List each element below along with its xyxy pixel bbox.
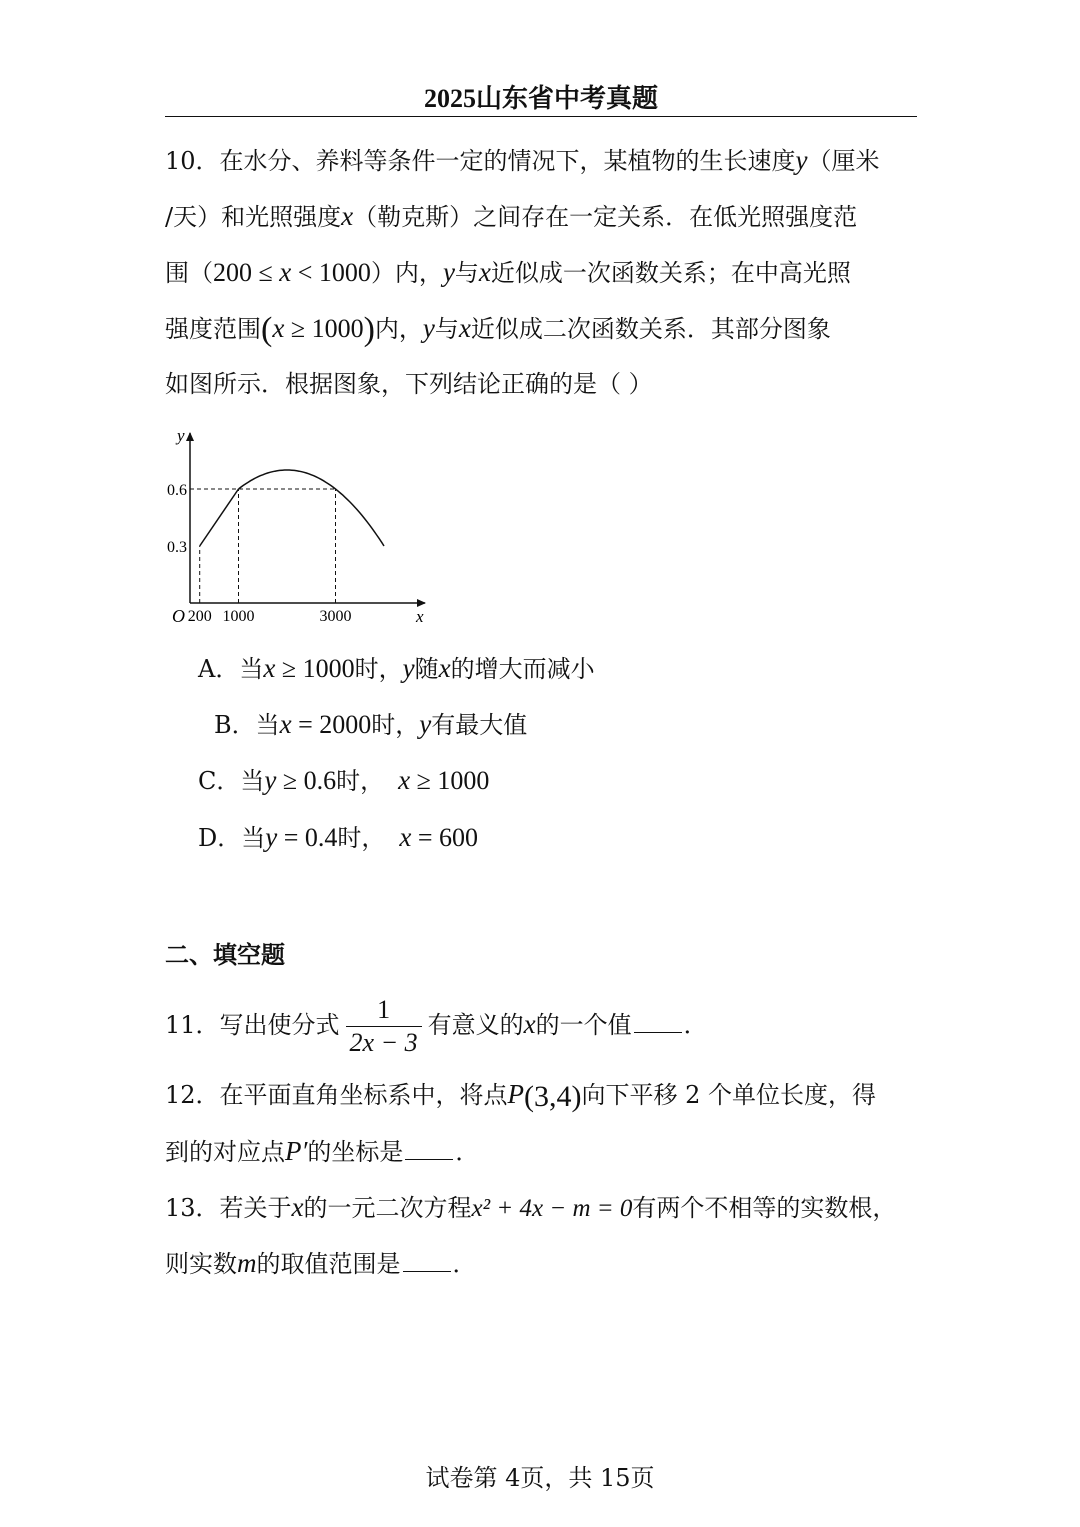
point-p: P — [507, 1079, 525, 1109]
q11-text: 有意义的 — [427, 1011, 524, 1039]
q13-text: 则实数 — [165, 1250, 237, 1278]
var-x: x — [523, 1009, 536, 1039]
q12-text: 的坐标是 — [307, 1138, 404, 1166]
q10-text: /天）和光照强度 — [165, 203, 342, 231]
q13-text: ． — [452, 1250, 477, 1278]
var-y: y — [264, 765, 277, 795]
equation: x² + 4x − m = 0 — [471, 1195, 633, 1222]
math-expr: 200 ≤ — [213, 258, 280, 287]
option-text: 有最大值 — [431, 711, 528, 739]
question-12-line-1 — [165, 1077, 876, 1114]
q11-text: ． — [683, 1011, 708, 1039]
var-y: y — [402, 653, 415, 683]
answer-blank[interactable] — [634, 1012, 682, 1033]
q13-text: 13．若关于 — [165, 1194, 292, 1222]
var-x: x — [263, 653, 276, 683]
q10-line-3 — [165, 255, 851, 290]
var-x: x — [398, 765, 411, 795]
q10-text: （厘米 — [807, 147, 880, 175]
header-divider — [165, 116, 917, 117]
option-label: D．当 — [198, 824, 266, 852]
math-expr: = 0.4 — [277, 823, 338, 852]
page-footer: 试卷第 4页，共 15页 — [425, 1464, 655, 1492]
y-tick-label: 0.6 — [167, 482, 187, 499]
option-text: 的增大而减小 — [450, 655, 595, 683]
q10-text: （勒克斯）之间存在一定关系．在低光照强度范 — [353, 203, 858, 231]
var-y: y — [422, 313, 435, 343]
math-expr: ≥ 0.6 — [276, 766, 337, 795]
x-tick-label: 1000 — [222, 608, 255, 625]
answer-blank[interactable] — [405, 1139, 453, 1160]
var-x: x — [399, 822, 412, 852]
option-text: 时， — [336, 767, 385, 795]
option-label: C．当 — [198, 767, 265, 795]
var-x: x — [272, 313, 285, 343]
x-tick-label: 200 — [187, 608, 212, 625]
math-expr: ≥ 1000 — [284, 314, 364, 343]
math-expr: < 1000 — [291, 258, 371, 287]
q13-text: 有两个不相等的实数根， — [632, 1194, 897, 1222]
q10-text: 与 — [454, 259, 479, 287]
q12-text: 到的对应点 — [165, 1138, 285, 1166]
q10-text: 如图所示．根据图象，下列结论正确的是（ ） — [165, 370, 653, 398]
x-axis-label: x — [416, 607, 424, 626]
option-text: 随 — [414, 655, 439, 683]
q10-text: 10．在水分、养料等条件一定的情况下，某植物的生长速度 — [165, 147, 796, 175]
var-x: x — [279, 257, 292, 287]
q10-text: 强度范围 — [165, 315, 261, 343]
math-expr: = 600 — [411, 823, 479, 852]
q12-text: 向下平移 2 个单位长度，得 — [581, 1081, 877, 1109]
var-x: x — [341, 201, 354, 231]
point-p-prime: P′ — [285, 1136, 308, 1166]
q12-text: ． — [455, 1138, 480, 1166]
math-expr: ≥ 1000 — [275, 654, 355, 683]
q10-line-5 — [165, 367, 653, 401]
y-axis-label: y — [177, 426, 185, 445]
var-x: x — [458, 313, 471, 343]
q10-text: 与 — [434, 315, 459, 343]
page-title: 2025山东省中考真题 — [423, 84, 658, 113]
q10-text: 内， — [374, 315, 423, 343]
q10-text: ）内， — [370, 259, 443, 287]
section-heading: 二、填空题 — [165, 940, 285, 969]
option-b[interactable] — [214, 707, 527, 742]
q10-text: 近似成二次函数关系．其部分图象 — [470, 315, 831, 343]
var-x: x — [478, 257, 491, 287]
math-expr: ≥ 1000 — [410, 766, 490, 795]
var-x: x — [279, 709, 292, 739]
option-text: 时， — [354, 655, 403, 683]
q10-text: 围（ — [165, 259, 213, 287]
fraction — [346, 994, 422, 1059]
x-tick-label: 3000 — [319, 608, 352, 625]
math-expr: = 2000 — [291, 710, 372, 739]
var-y: y — [419, 709, 432, 739]
q13-text: 的取值范围是 — [256, 1250, 401, 1278]
fraction-numerator: 1 — [377, 995, 391, 1024]
y-tick-label: 0.3 — [167, 539, 187, 556]
q10-text: 近似成一次函数关系；在中高光照 — [490, 259, 851, 287]
option-text: 时， — [337, 824, 386, 852]
function-graph — [160, 425, 440, 630]
question-11 — [165, 990, 708, 1059]
option-d[interactable] — [198, 820, 478, 855]
fraction-denominator: 2x − 3 — [346, 1026, 422, 1059]
question-13-line-2 — [165, 1246, 477, 1281]
var-y: y — [795, 145, 808, 175]
var-y: y — [265, 822, 278, 852]
option-a[interactable] — [198, 651, 595, 686]
q10-line-2 — [165, 199, 857, 234]
var-x: x — [291, 1192, 304, 1222]
question-12-line-2 — [165, 1134, 479, 1169]
var-y: y — [442, 257, 455, 287]
q13-text: 的一元二次方程 — [303, 1194, 472, 1222]
option-label: A．当 — [198, 655, 264, 683]
option-text: 时， — [371, 711, 420, 739]
var-x: x — [438, 653, 451, 683]
q11-text: 11．写出使分式 — [165, 1011, 340, 1039]
q11-text: 的一个值 — [535, 1011, 632, 1039]
answer-blank[interactable] — [403, 1251, 451, 1272]
option-c[interactable] — [198, 763, 489, 798]
q10-line-4: 强度范围(x ≥ 1000)内，y与x近似成二次函数关系．其部分图象 — [165, 311, 831, 348]
q12-text: 12．在平面直角坐标系中，将点 — [165, 1081, 508, 1109]
point-coords: (3,4) — [524, 1080, 582, 1113]
var-m: m — [237, 1248, 257, 1278]
origin-label: O — [172, 606, 185, 626]
q10-line-1 — [165, 143, 880, 178]
question-13-line-1 — [165, 1190, 896, 1226]
quadratic-segment-curve — [239, 470, 385, 546]
option-label: B．当 — [214, 711, 280, 739]
linear-segment-line — [200, 489, 239, 546]
